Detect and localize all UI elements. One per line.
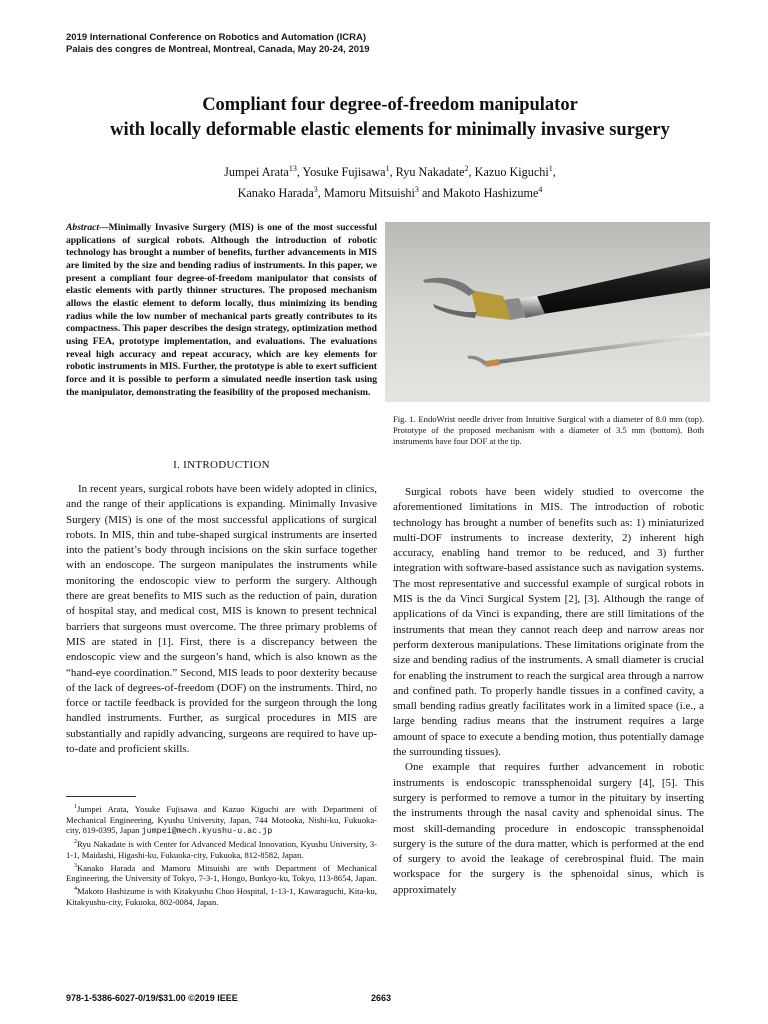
abstract-label: Abstract <box>66 222 100 233</box>
author-line-1: Jumpei Arata$^{13}$, Yosuke Fujisawa$^1$, Ryu Nakadate$^2$, Kazuo Kiguchi$^1$, <box>224 164 556 180</box>
author-line-2: Kanako Harada$^3$, Mamoru Mitsuishi$^3$ and Makoto Hashizume$^4$ <box>237 185 543 201</box>
author-conjunction: and <box>421 186 440 201</box>
intro-paragraph-2: Surgical robots have been widely studied to overcome the aforementioned limitations in MIS. The introduction of robotic technology has brought a number of benefits such as: 1) miniaturized multi-DOF instruments to increase dexterity, 2) inherent high accuracy, enabling hand tremor to be reduced, and 3) further integration with software-based assistance such as navigation systems. The most representative and successful example of surgical robots in MIS is the da Vinci Surgical System [2], [3]. Although the range of applications of da Vinci is expanding, there are still limitations of the instruments that mean they cannot reach deep and narrow areas nor perform dexterous manipulations. These limitations originate from the size and bending radius of the instruments. A small diameter is crucial for enabling the instrument to reach the surgical area through a narrow and confined path. To properly handle tissues in a confined cavity, a small bending radius greatly facilitates work in a limited space (i.e., a large bending radius means that the instrument requires a large amount of space to execute a bending motion, thus potentially damage the surrounding tissues). <box>393 486 704 759</box>
author-affiliation: 2 <box>464 164 469 173</box>
footnote-text: Kanako Harada and Mamoru Mitsuishi are with Department of Mechanical Engineering, the University of Tokyo, 7-3-1, Hongo, Bunkyo-ku, Tokyo, 113-8654, Japan. <box>66 862 377 884</box>
footnotes <box>66 802 377 908</box>
instrument-photo <box>385 222 710 402</box>
author-name: Mamoru Mitsuishi <box>323 186 415 201</box>
footnote-marker: 2 <box>74 839 77 846</box>
abstract: Abstract—Minimally Invasive Surgery (MIS) is one of the most successful applications of surgical robots. Although the introduction of robotic technology has brought a number of benefits, further advancements in MIS are limited by the size and bending radius of instruments. In this paper, we present a compliant four degree-of-freedom manipulator that consists of elastic elements with partly thinner structures. The proposed mechanism allows the elastic element to deform locally, thus minimizing its bending radius while the low number of mechanical parts greatly contributes to its compactness. This paper describes the design strategy, optimization method using FEA, prototype implementation, and evaluations. The evaluations reveal high accuracy and repeat accuracy, which are key elements for robotic instruments in MIS. Further, the prototype is able to exert sufficient force and it is possible to perform a simulated needle insertion task using the manipulator, demonstrating the feasibility of the proposed mechanism. <box>66 222 377 398</box>
paper-title <box>40 93 740 143</box>
title-line-1: Compliant four degree-of-freedom manipulator <box>202 95 578 115</box>
footnote-marker: 3 <box>74 862 77 869</box>
author-affiliation: 3 <box>313 185 318 195</box>
footnote-marker: 4 <box>74 886 77 893</box>
footnote-1 <box>66 802 377 837</box>
intro-paragraph-3: One example that requires further advancement in robotic instruments is endoscopic transsphenoidal surgery [4], [5]. This surgery is performed to remove a tumor in the pituitary by inserting the instruments through the nasal cavity and sphenoidal sinus. The most skill-demanding procedure in endoscopic transsphenoidal surgery is the suture of the dura matter, which is performed at the end of surgery to avoid the leakage of cerebrospinal fluid. The main workspace for the surgery is the sphenoidal sinus, which is approximately <box>393 761 704 896</box>
author-name: Yosuke Fujisawa <box>302 165 386 180</box>
author-affiliation: 3 <box>414 185 419 195</box>
left-column-body <box>66 482 377 757</box>
title-line-2: with locally deformable elastic elements for minimally invasive surgery <box>110 120 670 140</box>
abstract-text: Minimally Invasive Surgery (MIS) is one of the most successful applications of surgical robots. Although the introduction of robotic technology has brought a number of benefits, further advancements in MIS are limited by the size and bending radius of instruments. In this paper, we present a compliant four degree-of-freedom manipulator that consists of elastic elements with partly thinner structures. The proposed mechanism allows the elastic element to deform locally, thus minimizing its bending radius while the low number of mechanical parts greatly contributes to its compactness. This paper describes the design strategy, optimization method using FEA, prototype implementation, and evaluations. The evaluations reveal high accuracy and repeat accuracy, which are key elements for robotic instruments in MIS. Further, the prototype is able to exert sufficient force and it is possible to perform a simulated needle insertion task using the manipulator, demonstrating the feasibility of the proposed mechanism. <box>66 222 377 398</box>
section-heading-introduction: I. INTRODUCTION <box>173 459 270 471</box>
author-affiliation: 1 <box>385 164 390 173</box>
footnote-email[interactable]: jumpei@mech.kyushu-u.ac.jp <box>141 826 273 837</box>
author-name: Kazuo Kiguchi <box>474 165 549 180</box>
author-affiliation: 4 <box>538 185 543 195</box>
footnote-text: Jumpei Arata, Yosuke Fujisawa and Kazuo Kiguchi are with Department of Mechanical Engineering, Kyushu University, Japan, 744 Motooka, Nishi-ku, Fukuoka-city, 819-0395, Japan <box>66 803 377 836</box>
footnote-text: Ryu Nakadate is with Center for Advanced Medical Innovation, Kyushu University, 3-1-1, Maidashi, Higashi-ku, Fukuoka-city, Fukuoka, 812-8582, Japan. <box>66 839 377 860</box>
footnote-text: Makoto Hashizume is with Kitakyushu Chuo Hospital, 1-13-1, Kawaraguchi, Kita-ku, Kitakyushu-city, Fukuoka, 802-0084, Japan. <box>66 886 377 907</box>
right-column-body <box>393 485 704 898</box>
author-name: Jumpei Arata <box>224 165 289 180</box>
author-name: Makoto Hashizume <box>442 186 539 201</box>
conference-name: 2019 International Conference on Robotics and Automation (ICRA) <box>66 32 366 43</box>
conference-venue: Palais des congres de Montreal, Montreal, Canada, May 20-24, 2019 <box>66 44 370 55</box>
footnote-marker: 1 <box>74 804 77 810</box>
footnote-2 <box>66 837 377 860</box>
isbn-copyright: 978-1-5386-6027-0/19/$31.00 ©2019 IEEE <box>66 993 238 1003</box>
author-name: Ryu Nakadate <box>395 165 465 180</box>
conference-header <box>66 32 370 56</box>
page-number: 2663 <box>371 993 392 1003</box>
footnote-3 <box>66 861 377 884</box>
author-name: Kanako Harada <box>237 186 314 201</box>
footnote-divider <box>66 796 136 797</box>
author-affiliation: 13 <box>288 164 297 173</box>
intro-paragraph-1: In recent years, surgical robots have been widely adopted in clinics, and the range of their applications is expanding. Minimally Invasive Surgery (MIS) is one of the most successful applications of surgical robots. In MIS, thin and tube-shaped surgical instruments are inserted into the patient’s body through incisions on the skin surface together with an endoscope. The surgeon manipulates the instruments while monitoring the endoscopic view to perform the surgery. Although there are great benefits to MIS such as the reduction of pain, duration of hospital stay, and medical cost, MIS is known to present technical barriers that surgeons must overcome. The three primary problems of MIS are stated in [1]. First, there is a discrepancy between the endoscopic view and the surgeon’s hand, which is also known as the “hand-eye coordination.” Second, MIS leads to poor dexterity because of the lack of degrees-of-freedom (DOF) on the instruments. Third, no force or tactile feedback is provided for the surgeon through the long handled instruments. Further, as surgical procedures in MIS are substantially and rapidly advancing, surgeons are required to have up-to-date and proficient skills. <box>66 483 377 756</box>
author-affiliation: 1 <box>548 164 553 173</box>
figure-1-caption: Fig. 1. EndoWrist needle driver from Intuitive Surgical with a diameter of 8.0 mm (top). Prototype of the proposed mechanism with a diameter of 3.5 mm (bottom). Both instruments have four DOF at the tip. <box>393 414 704 447</box>
footnote-4 <box>66 884 377 907</box>
figure-1-photo <box>385 222 710 402</box>
author-list <box>40 160 740 202</box>
